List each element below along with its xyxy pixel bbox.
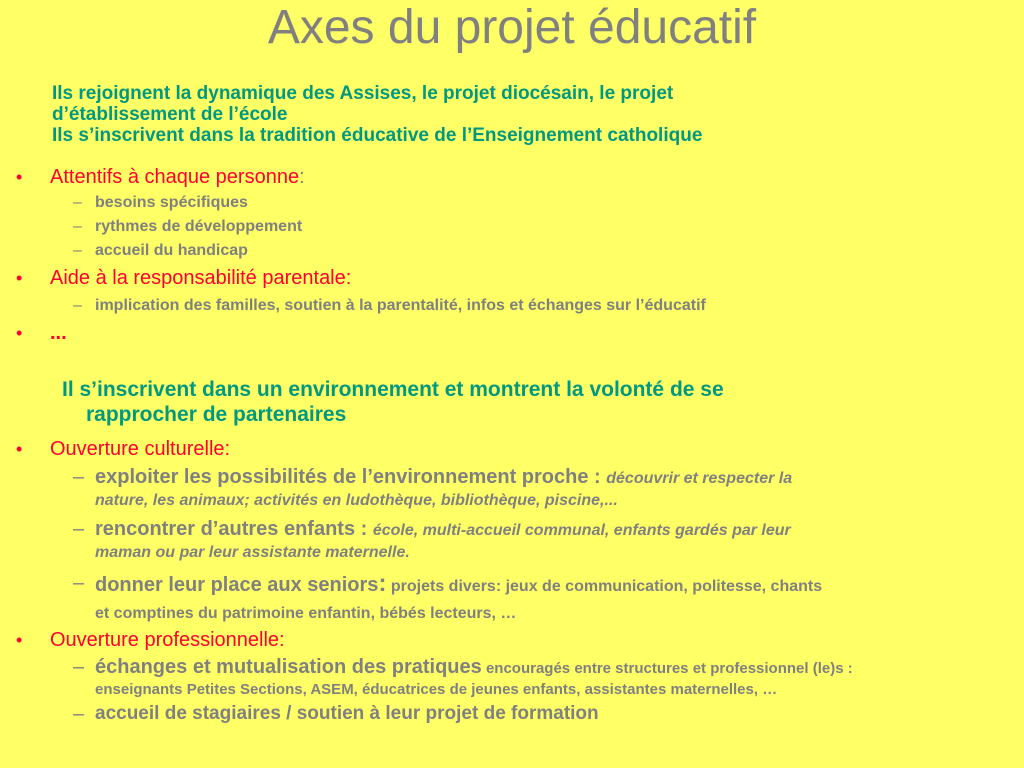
bullet-label: ... xyxy=(50,322,67,344)
slide-title: Axes du projet éducatif xyxy=(267,1,757,54)
sub-item-label: implication des familles, soutien à la parentalité, infos et échanges sur l’éducatif xyxy=(95,297,706,314)
sub-item-label: accueil du handicap xyxy=(95,242,248,259)
statement-line-2: rapprocher de partenaires xyxy=(86,403,347,426)
sub-item-main: accueil de stagiaires / soutien à leur projet de formation xyxy=(95,703,599,724)
dash-icon: – xyxy=(73,466,85,488)
sub-item xyxy=(73,193,248,213)
sub-item-colon: : xyxy=(378,570,387,597)
dash-icon: – xyxy=(73,703,85,725)
dash-icon: – xyxy=(73,194,82,211)
bullet-attentifs xyxy=(16,165,305,189)
bullet-label: Ouverture culturelle: xyxy=(50,438,231,460)
dash-icon: – xyxy=(73,656,85,678)
sub-item-detail: et comptines du patrimoine enfantin, bébés lecteurs, … xyxy=(95,605,517,622)
bullet-parentale xyxy=(16,266,352,290)
dash-icon: – xyxy=(73,242,82,259)
intro-line-1: Ils rejoignent la dynamique des Assises, le projet diocésain, le projet xyxy=(52,83,674,104)
dash-icon: – xyxy=(73,297,82,314)
bullet-label: Aide à la responsabilité parentale: xyxy=(50,267,352,289)
sub-item-detail: nature, les animaux; activités en ludothèque, bibliothèque, piscine,... xyxy=(95,492,618,509)
sub-item-detail: projets divers: jeux de communication, politesse, chants xyxy=(386,578,823,595)
bullet-colon: : xyxy=(299,166,305,188)
statement-line-1: Il s’inscrivent dans un environnement et montrent la volonté de se xyxy=(62,378,724,401)
sub-item-detail: enseignants Petites Sections, ASEM, éducatrices de jeunes enfants, assistantes maternelles, … xyxy=(95,681,778,698)
sub-item-main: rencontrer d’autres enfants : xyxy=(95,518,373,540)
sub-item-detail: maman ou par leur assistante maternelle. xyxy=(95,544,410,561)
bullet-label: Ouverture professionnelle: xyxy=(50,629,285,651)
sub-item-enfants xyxy=(73,518,1010,564)
sub-item-detail: école, multi-accueil communal, enfants gardés par leur xyxy=(372,522,791,539)
dash-icon: – xyxy=(73,518,85,540)
sub-item xyxy=(73,241,248,261)
partners-statement xyxy=(62,377,992,427)
bullet-icon: • xyxy=(16,323,23,343)
bullet-label: Attentifs à chaque personne xyxy=(50,166,300,188)
sub-item xyxy=(73,296,706,316)
intro-line-2: d’établissement de l’école xyxy=(52,104,288,125)
dash-icon: – xyxy=(73,218,82,235)
bullet-culturelle xyxy=(16,437,231,461)
sub-item-main: donner leur place aux seniors xyxy=(95,574,379,596)
dash-icon: – xyxy=(73,572,85,594)
bullet-ellipsis xyxy=(16,321,67,345)
bullet-icon: • xyxy=(16,167,23,187)
sub-item-detail: encouragés entre structures et professionnel (le)s : xyxy=(481,660,853,677)
bullet-icon: • xyxy=(16,439,23,459)
bullet-icon: • xyxy=(16,630,23,650)
sub-item-detail: découvrir et respecter la xyxy=(606,470,793,487)
sub-item xyxy=(73,217,303,237)
bullet-professionnelle xyxy=(16,628,285,652)
sub-item-main: échanges et mutualisation des pratiques xyxy=(95,656,482,678)
sub-item-main: exploiter les possibilités de l’environnement proche : xyxy=(95,466,607,488)
sub-item-environnement xyxy=(73,466,1010,512)
sub-item-seniors xyxy=(73,570,1010,627)
sub-item-pratiques xyxy=(73,656,1010,700)
intro-line-3: Ils s’inscrivent dans la tradition éducative de l’Enseignement catholique xyxy=(52,125,703,146)
sub-item-label: besoins spécifiques xyxy=(95,194,248,211)
sub-item-stagiaires xyxy=(73,703,1010,726)
bullet-icon: • xyxy=(16,268,23,288)
intro-block xyxy=(52,83,1002,146)
sub-item-label: rythmes de développement xyxy=(95,218,303,235)
